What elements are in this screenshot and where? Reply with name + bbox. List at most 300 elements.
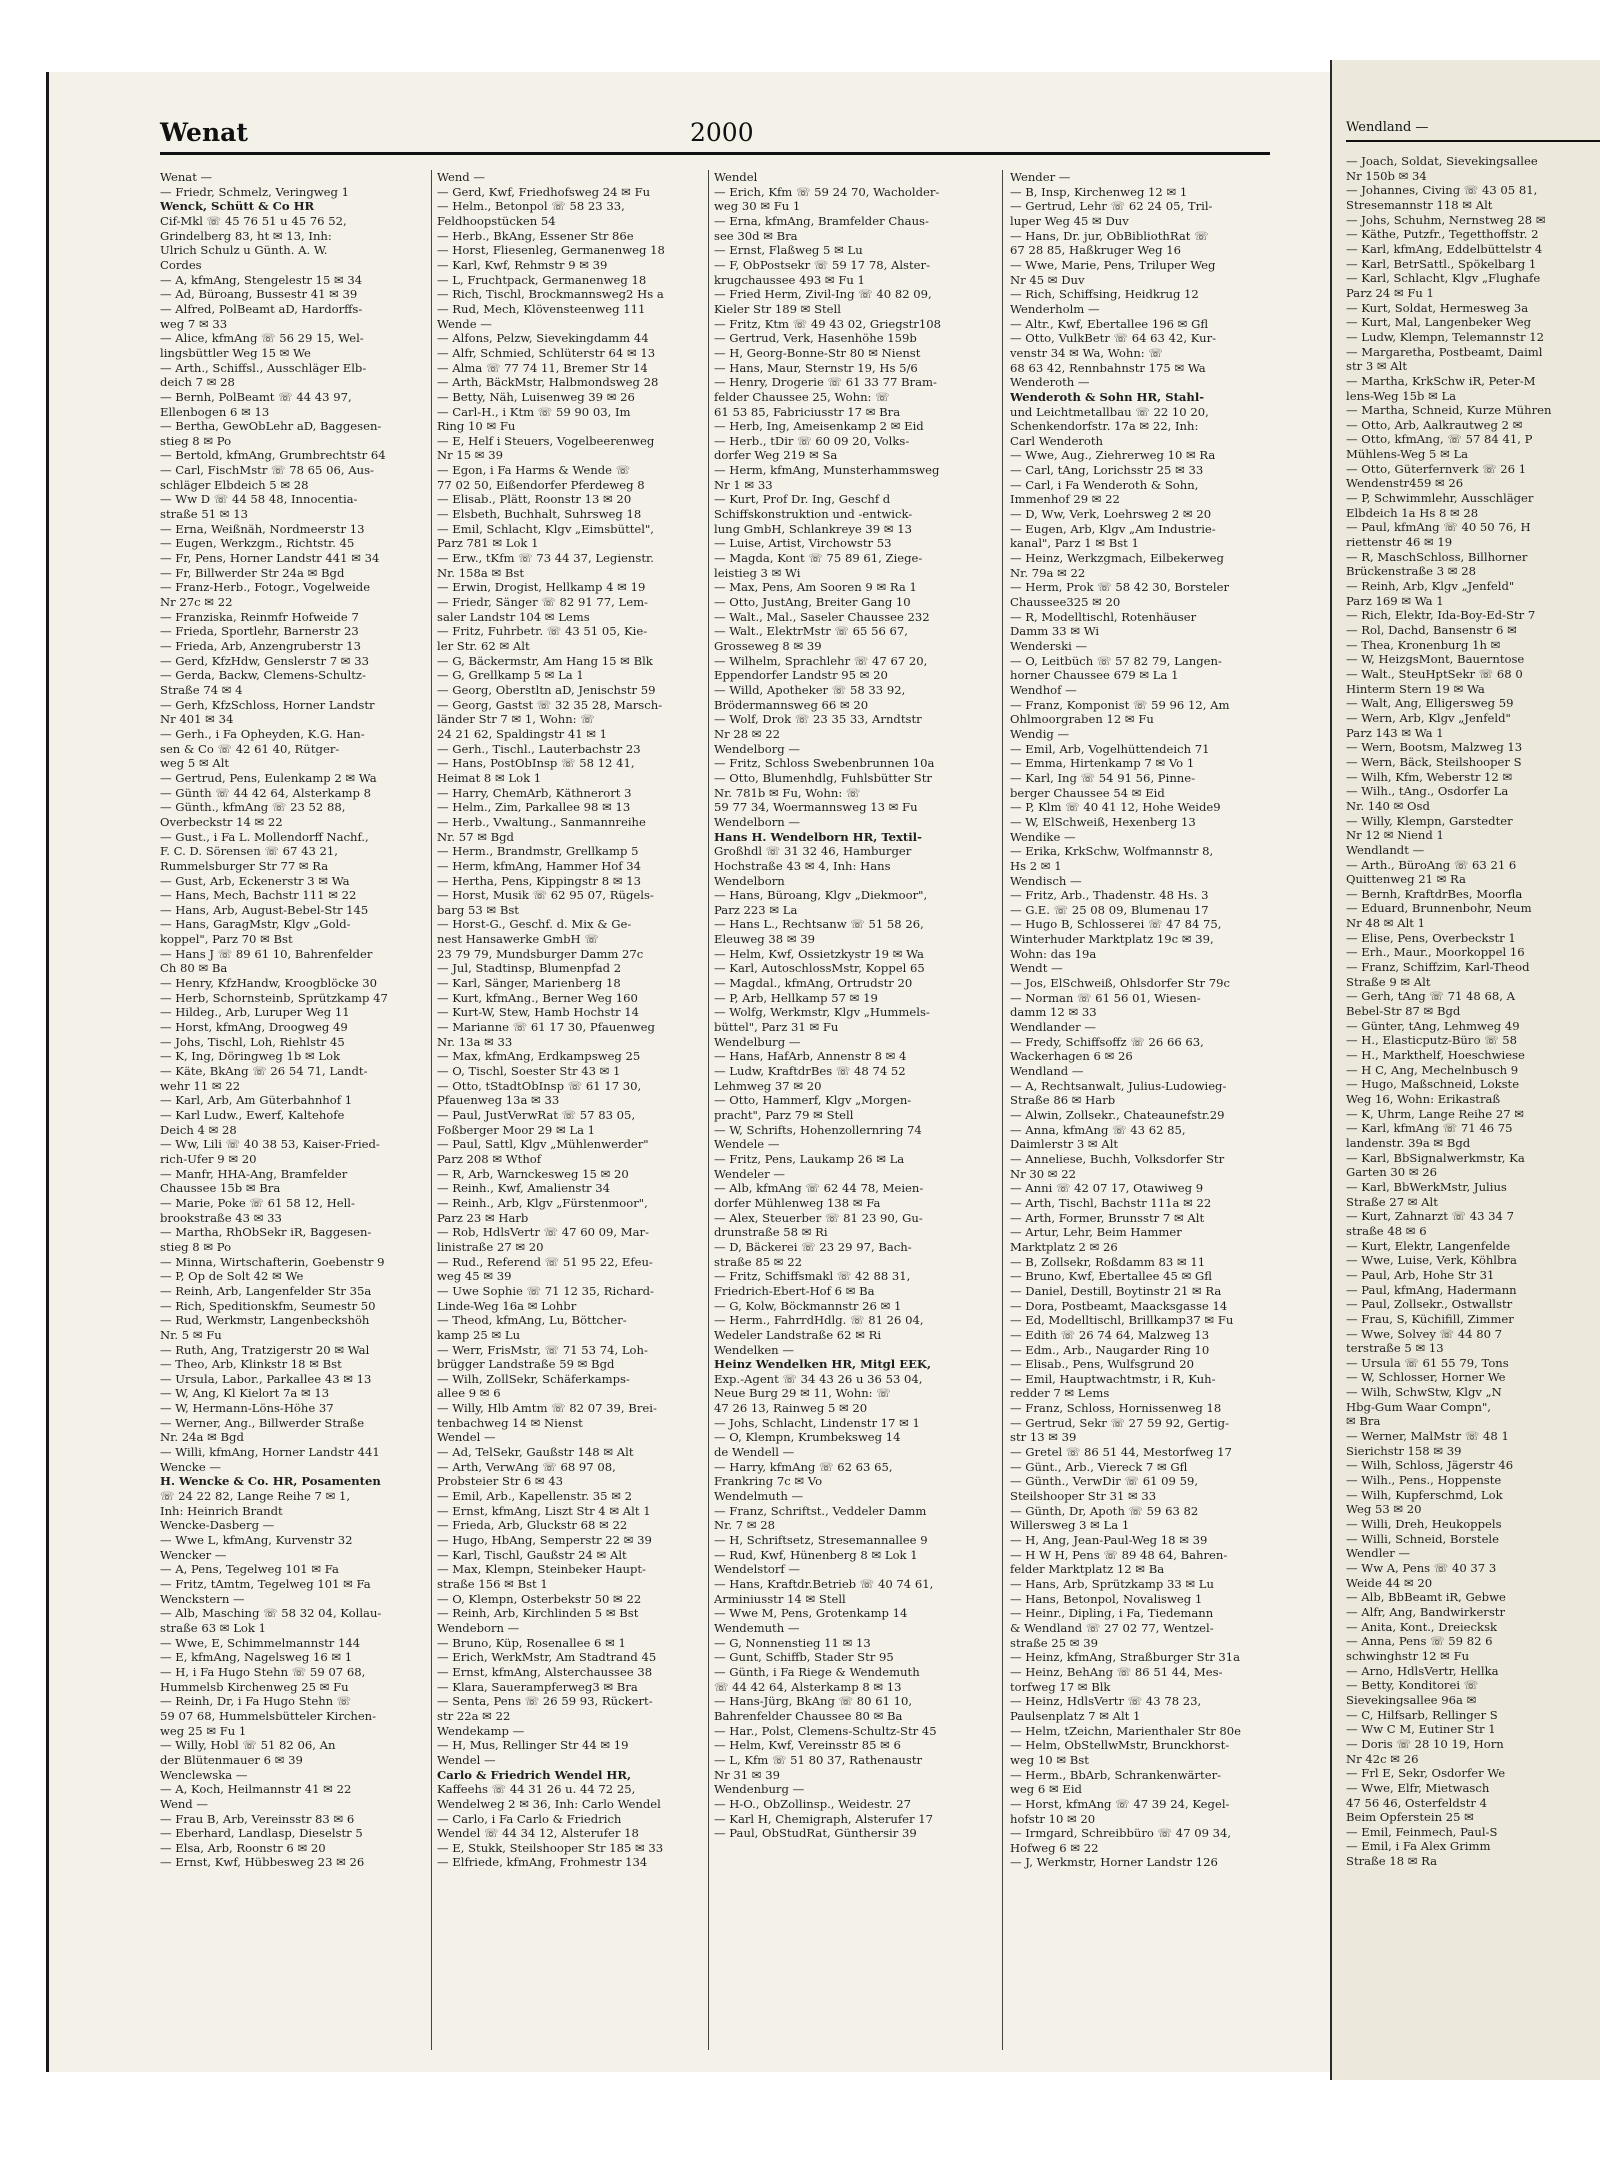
directory-entry: — Herb., tDir ☏ 60 09 20, Volks- [714,433,910,448]
directory-entry: barg 53 ✉ Bst [437,902,519,917]
directory-entry: — G.E. ☏ 25 08 09, Blumenau 17 [1010,902,1209,917]
directory-entry: Cif-Mkl ☏ 45 76 51 u 45 76 52, [160,213,347,228]
directory-entry: — B, Zollsekr, Roßdamm 83 ✉ 11 [1010,1254,1206,1269]
directory-entry: — Kurt, Zahnarzt ☏ 43 34 7 [1346,1209,1514,1224]
directory-entry: — Elfriede, kfmAng, Frohmestr 134 [437,1855,648,1870]
directory-entry: terstraße 5 ✉ 13 [1346,1341,1444,1356]
directory-entry: Cordes [160,257,202,272]
directory-entry: — Bruno, Kwf, Ebertallee 45 ✉ Gfl [1010,1269,1212,1284]
directory-entry: — Minna, Wirtschafterin, Goebenstr 9 [160,1254,385,1269]
directory-entry: str 3 ✉ Alt [1346,359,1408,374]
directory-entry: Weide 44 ✉ 20 [1346,1575,1433,1590]
directory-entry: — Gust., i Fa L. Mollendorff Nachf., [160,829,369,844]
directory-entry: — Werner, MalMstr ☏ 48 1 [1346,1429,1509,1444]
directory-entry: — Eugen, Werkzgm., Richtstr. 45 [160,536,355,551]
directory-entry: — Fritz, Arb., Thadenstr. 48 Hs. 3 [1010,888,1209,903]
directory-entry: — Reinh., Kwf, Amalienstr 34 [437,1181,611,1196]
directory-entry: büttel", Parz 31 ✉ Fu [714,1020,839,1035]
directory-entry: — Käte, BkAng ☏ 26 54 71, Landt- [160,1064,368,1079]
directory-entry: — Alfred, PolBeamt aD, Hardorffs- [160,301,363,316]
directory-entry: Probsteier Str 6 ✉ 43 [437,1474,564,1489]
directory-entry: — Hans L., Rechtsanw ☏ 51 58 26, [714,917,924,932]
directory-entry: — Marie, Poke ☏ 61 58 12, Hell- [160,1195,355,1210]
directory-entry: Wendig — [1010,726,1070,741]
directory-entry: Nr 27c ✉ 22 [160,595,233,610]
directory-entry: straße 85 ✉ 22 [714,1254,802,1269]
directory-entry: — Kurt, Prof Dr. Ing, Geschf d [714,492,891,507]
directory-entry: — Günth, Dr, Apoth ☏ 59 63 82 [1010,1503,1199,1518]
directory-entry: — Rich, Speditionskfm, Seumestr 50 [160,1298,376,1313]
facing-page [1330,60,1600,2080]
directory-entry: — Betty, Konditorei ☏ [1346,1678,1479,1693]
directory-entry: — P, Klm ☏ 40 41 12, Hohe Weide9 [1010,800,1221,815]
directory-entry: — Magdal., kfmAng, Ortrudstr 20 [714,976,913,991]
directory-entry: Nr 45 ✉ Duv [1010,272,1085,287]
directory-entry: Wendenburg — [714,1782,805,1797]
directory-entry: — Elisab., Plätt, Roonstr 13 ✉ 20 [437,492,632,507]
directory-entry: Wend — [437,170,485,184]
directory-entry: — Willi, kfmAng, Horner Landstr 441 [160,1445,380,1460]
directory-entry: Nr. 57 ✉ Bgd [437,829,514,844]
directory-entry: — Wwe L, kfmAng, Kurvenstr 32 [160,1533,353,1548]
directory-entry: Parz 208 ✉ Wthof [437,1151,542,1166]
directory-entry: — Fritz, Fuhrbetr. ☏ 43 51 05, Kie- [437,624,648,639]
directory-entry: lung GmbH, Schlankreye 39 ✉ 13 [714,521,913,536]
directory-entry: riettenstr 46 ✉ 19 [1346,535,1453,550]
directory-entry: — Edm., Arb., Naugarder Ring 10 [1010,1342,1210,1357]
scan-margin-left [0,0,44,2177]
directory-entry: — Werr, FrisMstr, ☏ 71 53 74, Loh- [437,1342,648,1357]
directory-entry: — Günth., VerwDir ☏ 61 09 59, [1010,1474,1199,1489]
directory-entry: weg 45 ✉ 39 [437,1269,512,1284]
directory-entry: — Friedr, Schmelz, Veringweg 1 [160,184,350,199]
directory-entry: Eppendorfer Landstr 95 ✉ 20 [714,668,888,683]
directory-entry: — Rich, Tischl, Brockmannsweg2 Hs a [437,287,664,302]
directory-entry: — Hans, Arb, August-Bebel-Str 145 [160,902,369,917]
directory-entry: ler Str. 62 ✉ Alt [437,639,530,653]
directory-entry: — Rud, Kwf, Hünenberg 8 ✉ Lok 1 [714,1547,918,1562]
directory-entry: — Heinz, kfmAng, Straßburger Str 31a [1010,1650,1241,1665]
directory-entry: — Gertrud, Pens, Eulenkamp 2 ✉ Wa [160,770,377,785]
directory-entry: Schenkendorfstr. 17a ✉ 22, Inh: [1010,419,1199,434]
directory-entry: — Wilh, Kfm, Weberstr 12 ✉ [1346,769,1513,784]
directory-entry: — Ernst, Flaßweg 5 ✉ Lu [714,243,863,258]
directory-entry: — Georg, Gastst ☏ 32 35 28, Marsch- [437,697,663,712]
directory-entry: 47 26 13, Rainweg 5 ✉ 20 [714,1401,868,1416]
directory-entry: — Ludw, KraftdrBes ☏ 48 74 52 [714,1064,906,1079]
directory-entry: — Horst, Musik ☏ 62 95 07, Rügels- [437,888,654,903]
directory-entry: Pfauenweg 13a ✉ 33 [437,1093,560,1108]
directory-entry: Elbdeich 1a Hs 8 ✉ 28 [1346,505,1479,520]
directory-entry: H. Wencke & Co. HR, Posamenten [160,1474,381,1489]
directory-entry: — Rich, Schiffsing, Heidkrug 12 [1010,287,1199,302]
directory-entry: Wendelweg 2 ✉ 36, Inh: Carlo Wendel [437,1796,661,1811]
directory-entry: Nr 15 ✉ 39 [437,448,503,463]
directory-entry: Garten 30 ✉ 26 [1346,1165,1437,1180]
directory-entry: 61 53 85, Fabriciusstr 17 ✉ Bra [714,404,901,419]
directory-entry: — Franz-Herb., Fotogr., Vogelweide [160,580,371,595]
directory-entry: — Helm, tZeichn, Marienthaler Str 80e [1010,1723,1242,1738]
directory-entry: — Kurt-W, Stew, Hamb Hochstr 14 [437,1005,640,1020]
directory-entry: Wendel [714,170,758,184]
directory-entry: weg 30 ✉ Fu 1 [714,199,801,214]
directory-entry: — Werner, Ang., Billwerder Straße [160,1415,365,1430]
directory-entry: — Ww D ☏ 44 58 48, Innocentia- [160,492,358,507]
directory-entry: — Franz, Schriftst., Veddeler Damm [714,1503,927,1518]
directory-entry: — Reinh, Arb, Klgv „Jenfeld" [1346,579,1515,594]
directory-entry: — Herm., BbArb, Schrankenwärter- [1010,1767,1222,1782]
directory-entry: Willersweg 3 ✉ La 1 [1010,1518,1130,1533]
directory-entry: — Helm, Kwf, Ossietzkystr 19 ✉ Wa [714,946,924,961]
directory-entry: — Wern, Arb, Klgv „Jenfeld" [1346,710,1511,725]
directory-entry: — Hans, Kraftdr.Betrieb ☏ 40 74 61, [714,1577,934,1591]
directory-entry: Nr 150b ✉ 34 [1346,168,1427,183]
directory-entry: Großhdl ☏ 31 32 46, Hamburger [714,844,912,859]
directory-entry: Frankring 7c ✉ Vo [714,1474,823,1489]
directory-entry: — Willi, Dreh, Heukoppels [1346,1517,1502,1532]
directory-entry: straße 25 ✉ 39 [1010,1635,1098,1650]
directory-entry: Ulrich Schulz u Günth. A. W. [160,243,328,258]
directory-entry: weg 7 ✉ 33 [160,316,228,331]
directory-entry: Carlo & Friedrich Wendel HR, [437,1767,632,1782]
directory-entry: — L, Fruchtpack, Germanenweg 18 [437,272,647,287]
directory-entry: — Erh., Maur., Moorkoppel 16 [1346,945,1525,960]
directory-entry: Bebel-Str 87 ✉ Bgd [1346,1004,1461,1019]
directory-entry: — Max, Pens, Am Sooren 9 ✉ Ra 1 [714,580,917,595]
directory-entry: — Wwe, Luise, Verk, Köhlbra [1346,1253,1517,1268]
directory-entry: — Heinz, HdlsVertr ☏ 43 78 23, [1010,1694,1202,1709]
directory-entry: Wedeler Landstraße 62 ✉ Ri [714,1327,882,1342]
directory-entry: — Anna, kfmAng ☏ 43 62 85, [1010,1122,1186,1137]
directory-entry: — W, ElSchweiß, Hexenberg 13 [1010,814,1196,829]
directory-entry: Nr. 13a ✉ 33 [437,1034,513,1049]
directory-entry: Wend — [160,1796,208,1811]
directory-entry: — Karl, kfmAng ☏ 71 46 75 [1346,1121,1513,1136]
directory-entry: Eleuweg 38 ✉ 39 [714,932,815,947]
directory-entry: — Ad, Büroang, Bussestr 41 ✉ 39 [160,287,358,302]
directory-entry: Parz 24 ✉ Fu 1 [1346,285,1434,300]
directory-entry: Wendelstorf — [714,1562,800,1577]
directory-entry: — Fritz, tAmtm, Tegelweg 101 ✉ Fa [160,1577,371,1591]
directory-entry: — Anita, Kont., Dreiecksk [1346,1619,1498,1634]
directory-entry: — Herb, Ing, Ameisenkamp 2 ✉ Eid [714,419,924,434]
directory-entry: — Heinr., Dipling, i Fa, Tiedemann [1010,1606,1214,1621]
directory-entry: Winterhuder Marktplatz 19c ✉ 39, [1010,932,1214,947]
directory-entry: — R, Modelltischl, Rotenhäuser [1010,609,1197,624]
directory-entry: — Walt., SteuHptSekr ☏ 68 0 [1346,666,1523,681]
directory-entry: — Helm, ObStellwMstr, Brunckhorst- [1010,1738,1230,1753]
directory-entry: — Ww A, Pens ☏ 40 37 3 [1346,1561,1497,1575]
directory-entry: — Gust, Arb, Eckenerstr 3 ✉ Wa [160,873,350,888]
directory-entry: — Reinh, Arb, Kirchlinden 5 ✉ Bst [437,1606,639,1621]
directory-entry: — Carl-H., i Ktm ☏ 59 90 03, Im [437,404,631,419]
directory-entry: — Otto, JustAng, Breiter Gang 10 [714,595,911,610]
directory-entry: — Alb, BbBeamt iR, Gebwe [1346,1590,1506,1605]
directory-entry: Rummelsburger Str 77 ✉ Ra [160,858,329,873]
directory-entry: — Gertrud, Sekr ☏ 27 59 92, Gertig- [1010,1415,1230,1430]
directory-entry: — Erwin, Drogist, Hellkamp 4 ✉ 19 [437,580,646,595]
directory-entry: weg 6 ✉ Eid [1010,1782,1082,1797]
directory-entry: — Hugo, Maßschneid, Lokste [1346,1077,1520,1092]
directory-entry: Hbg-Gum Waar Compn", [1346,1399,1491,1414]
header-rule [160,152,1270,155]
directory-entry: ☏ 44 42 64, Alsterkamp 8 ✉ 13 [714,1679,902,1694]
directory-entry: — Günt., Arb., Viereck 7 ✉ Gfl [1010,1459,1188,1474]
directory-entry: der Blütenmauer 6 ✉ 39 [160,1752,303,1767]
directory-entry: — Fr, Billwerder Str 24a ✉ Bgd [160,565,345,580]
directory-entry: Hans H. Wendelborn HR, Textil- [714,829,922,844]
directory-entry: Stresemannstr 118 ✉ Alt [1346,197,1493,212]
directory-entry: — Johs, Schuhm, Nernstweg 28 ✉ [1346,212,1546,227]
directory-entry: Wende — [437,316,492,331]
directory-entry: Grindelberg 83, ht ✉ 13, Inh: [160,228,332,243]
directory-entry: — E, Stukk, Steilshooper Str 185 ✉ 33 [437,1840,664,1855]
directory-entry: — Ww, Lili ☏ 40 38 53, Kaiser-Fried- [160,1137,380,1152]
directory-entry: — Alb, kfmAng ☏ 62 44 78, Meien- [714,1181,924,1196]
directory-entry: — Wwe, Elfr, Mietwasch [1346,1780,1490,1795]
directory-entry: — Elsbeth, Buchhalt, Suhrsweg 18 [437,507,642,522]
directory-entry: Damm 33 ✉ Wi [1010,624,1100,639]
directory-entry: Parz 223 ✉ La [714,902,798,917]
directory-entry: — L, Kfm ☏ 51 80 37, Rathenaustr [714,1752,923,1767]
directory-entry: — Karl Ludw., Ewerf, Kaltehofe [160,1108,345,1122]
directory-entry: — Frieda, Sportlehr, Barnerstr 23 [160,624,359,639]
directory-entry: — Uwe Sophie ☏ 71 12 35, Richard- [437,1283,654,1298]
directory-entry: — Hugo B, Schlosserei ☏ 47 84 75, [1010,917,1222,932]
directory-entry: — Emil, Arb, Vogelhüttendeich 71 [1010,741,1210,756]
directory-entry: 77 02 50, Eißendorfer Pferdeweg 8 [437,477,645,492]
directory-entry: Wendeborn — [437,1620,520,1635]
directory-entry: — Herm., FahrrdHdlg. ☏ 81 26 04, [714,1313,924,1328]
directory-entry: — Bertha, GewObLehr aD, Baggesen- [160,419,382,434]
directory-entry: — Hans, HafArb, Annenstr 8 ✉ 4 [714,1049,907,1064]
directory-entry: — Gerh, tAng ☏ 71 48 68, A [1346,989,1515,1004]
directory-entry: pracht", Parz 79 ✉ Stell [714,1108,854,1122]
directory-entry: — H, Mus, Rellinger Str 44 ✉ 19 [437,1738,629,1753]
directory-entry: — Frau, S, Küchifill, Zimmer [1346,1311,1514,1326]
directory-entry: — Wilh., Pens., Hoppenste [1346,1473,1502,1488]
directory-entry: Exp.-Agent ☏ 34 43 26 u 36 53 04, [714,1371,923,1386]
directory-entry: — Helm, Kwf, Vereinsstr 85 ✉ 6 [714,1738,901,1753]
directory-entry: — Fr, Pens, Horner Landstr 441 ✉ 34 [160,551,380,566]
directory-entry: schläger Elbdeich 5 ✉ 28 [160,477,309,492]
directory-entry: Wendlander — [1010,1020,1096,1035]
directory-entry: saler Landstr 104 ✉ Lems [437,609,590,624]
directory-entry: Sierichstr 158 ✉ 39 [1346,1443,1462,1458]
directory-entry: Wendelborn — [714,814,800,829]
directory-entry: Ch 80 ✉ Ba [160,961,228,976]
directory-entry: Quittenweg 21 ✉ Ra [1346,872,1466,887]
directory-entry: luper Weg 45 ✉ Duv [1010,213,1129,228]
directory-entry: Nr 12 ✉ Niend 1 [1346,828,1444,843]
directory-entry: — Eberhard, Landlasp, Dieselstr 5 [160,1826,363,1841]
directory-entry: — Fritz, Schiffsmakl ☏ 42 88 31, [714,1269,911,1284]
page-number: 2000 [690,118,754,147]
column-4 [1010,170,1278,2050]
directory-entry: — Georg, Oberstltn aD, Jenischstr 59 [437,682,656,697]
directory-entry: — O, Klempn, Krumbeksweg 14 [714,1430,901,1445]
directory-entry: — A, Pens, Tegelweg 101 ✉ Fa [160,1562,339,1577]
directory-entry: — Johs, Schlacht, Lindenstr 17 ✉ 1 [714,1415,920,1430]
directory-entry: deich 7 ✉ 28 [160,375,235,390]
directory-entry: — Bruno, Küp, Rosenallee 6 ✉ 1 [437,1635,626,1650]
directory-entry: — Otto, Arb, Aalkrautweg 2 ✉ [1346,417,1523,432]
directory-entry: — Fritz, Pens, Laukamp 26 ✉ La [714,1151,905,1166]
directory-entry: Nr. 24a ✉ Bgd [160,1430,244,1445]
directory-entry: — R, MaschSchloss, Billhorner [1346,549,1528,564]
directory-entry: Wenderski — [1010,639,1088,653]
directory-entry: Wendelborn [714,873,785,888]
directory-entry: — Bernh, KraftdrBes, Moorfla [1346,886,1523,901]
directory-entry: Wendelborg — [714,741,800,756]
directory-entry: — D, Ww, Verk, Loehrsweg 2 ✉ 20 [1010,507,1212,522]
directory-entry: — Frieda, Arb, Gluckstr 68 ✉ 22 [437,1518,628,1533]
directory-entry: — Thea, Kronenburg 1h ✉ [1346,637,1501,652]
directory-entry: dorfer Mühlenweg 138 ✉ Fa [714,1195,881,1210]
directory-entry: Arminiusstr 14 ✉ Stell [714,1591,846,1606]
directory-entry: — Carlo, i Fa Carlo & Friedrich [437,1811,622,1826]
directory-entry: Wendland — [1010,1064,1084,1079]
directory-entry: Wohn: das 19a [1010,946,1097,961]
directory-entry: — Herm, kfmAng, Munsterhammsweg [714,463,940,478]
directory-entry: 23 79 79, Mundsburger Damm 27c [437,946,644,961]
directory-entry: — Rich, Elektr, Ida-Boy-Ed-Str 7 [1346,608,1536,623]
directory-entry: Nr. 781b ✉ Fu, Wohn: ☏ [714,785,861,800]
directory-entry: — Hildeg., Arb, Luruper Weg 11 [160,1005,350,1020]
directory-entry: — Willy, Klempn, Garstedter [1346,813,1513,828]
directory-entry: 24 21 62, Spaldingstr 41 ✉ 1 [437,726,608,741]
directory-entry: — A, Rechtsanwalt, Julius-Ludowieg- [1010,1078,1227,1093]
directory-entry: — Willy, Hlb Amtm ☏ 82 07 39, Brei- [437,1401,657,1416]
directory-entry: — Frau B, Arb, Vereinsstr 83 ✉ 6 [160,1811,355,1826]
directory-entry: Hinterm Stern 19 ✉ Wa [1346,681,1485,696]
directory-entry: Heimat 8 ✉ Lok 1 [437,770,542,785]
directory-entry: — Käthe, Putzfr., Tegetthoffstr. 2 [1346,227,1539,242]
directory-entry: Wendel ☏ 44 34 12, Alsterufer 18 [437,1826,639,1841]
directory-entry: — Hertha, Pens, Kippingstr 8 ✉ 13 [437,873,641,888]
directory-entry: — Alfr, Ang, Bandwirkerstr [1346,1604,1505,1619]
directory-entry: — Alwin, Zollsekr., Chateaunefstr.29 [1010,1108,1225,1122]
directory-entry: — Arth, BäckMstr, Halbmondsweg 28 [437,375,659,390]
directory-entry: — Wern, Bootsm, Malzweg 13 [1346,740,1523,755]
directory-entry: Wenderoth & Sohn HR, Stahl- [1010,389,1205,404]
directory-entry: — Rob, HdlsVertr ☏ 47 60 09, Mar- [437,1225,649,1240]
directory-entry: — Alex, Steuerber ☏ 81 23 90, Gu- [714,1210,923,1225]
directory-entry: — E, Helf i Steuers, Vogelbeerenweg [437,433,655,448]
directory-entry: — Karl, Sänger, Marienberg 18 [437,976,621,991]
directory-entry: — Henry, KfzHandw, Kroogblöcke 30 [160,976,378,991]
directory-entry: Wendisch — [1010,873,1082,888]
directory-entry: — Arno, HdlsVertr, Hellka [1346,1663,1499,1678]
running-head: Wenat [160,118,248,147]
directory-entry: — Wwe, E, Schimmelmannstr 144 [160,1635,361,1650]
directory-entry: Wendelken — [714,1342,794,1357]
directory-entry: Nr. 79a ✉ 22 [1010,565,1086,580]
directory-entry: — Franz, Schloss, Hornissenweg 18 [1010,1401,1222,1416]
directory-entry: felder Chaussee 25, Wohn: ☏ [714,389,890,404]
directory-entry: Wendeler — [714,1166,785,1181]
directory-entry: Sievekingsallee 96a ✉ [1346,1692,1477,1707]
directory-entry: Friedrich-Ebert-Hof 6 ✉ Ba [714,1283,875,1298]
directory-entry: — Jos, ElSchweiß, Ohlsdorfer Str 79c [1010,976,1230,991]
directory-entry: — Karl, Kwf, Rehmstr 9 ✉ 39 [437,257,608,272]
directory-entry: — Karl H, Chemigraph, Alsterufer 17 [714,1811,933,1826]
directory-entry: Wendel — [437,1752,496,1767]
directory-entry: — Otto, Hammerf, Klgv „Morgen- [714,1093,912,1108]
directory-entry: Overbeckstr 14 ✉ 22 [160,814,283,829]
directory-entry: — Arth, Former, Brunsstr 7 ✉ Alt [1010,1210,1205,1225]
directory-entry: — Senta, Pens ☏ 26 59 93, Rückert- [437,1694,653,1709]
directory-entry: — Reinh., Arb, Klgv „Fürstenmoor", [437,1195,648,1210]
directory-entry: brügger Landstraße 59 ✉ Bgd [437,1357,615,1372]
directory-entry: — Hugo, HbAng, Semperstr 22 ✉ 39 [437,1533,652,1548]
directory-entry: — Erich, WerkMstr, Am Stadtrand 45 [437,1650,657,1665]
directory-entry: — K, Ing, Döringweg 1b ✉ Lok [160,1049,341,1064]
directory-entry: — C, Hilfsarb, Rellinger S [1346,1707,1498,1722]
column-3 [714,170,982,2050]
directory-entry: — H, Schriftsetz, Stresemannallee 9 [714,1533,928,1548]
directory-entry: Weg 16, Wohn: Erikastraß [1346,1092,1501,1106]
directory-entry: Wendelburg — [714,1034,801,1049]
directory-entry: Ring 10 ✉ Fu [437,419,516,434]
directory-entry: — Rud, Werkmstr, Langenbeckshöh [160,1313,370,1328]
directory-entry: Beim Opferstein 25 ✉ [1346,1810,1474,1825]
directory-entry: 59 07 68, Hummelsbütteler Kirchen- [160,1708,377,1723]
directory-entry: — Gerh., Tischl., Lauterbachstr 23 [437,741,641,756]
directory-entry: Daimlerstr 3 ✉ Alt [1010,1137,1119,1152]
directory-entry: Hochstraße 43 ✉ 4, Inh: Hans [714,858,891,873]
directory-entry: hofstr 10 ✉ 20 [1010,1811,1096,1826]
directory-entry: — Willd, Apotheker ☏ 58 33 92, [714,682,906,697]
directory-entry: — P, Schwimmlehr, Ausschläger [1346,491,1534,506]
directory-entry: — Johs, Tischl, Loh, Riehlstr 45 [160,1034,345,1049]
directory-entry: — Otto, Güterfernverk ☏ 26 1 [1346,461,1527,476]
directory-entry: Nr 1 ✉ 33 [714,477,773,492]
directory-entry: — W, Schlosser, Horner We [1346,1370,1506,1385]
directory-entry: — R, Arb, Warnckesweg 15 ✉ 20 [437,1166,629,1181]
directory-entry: — Dora, Postbeamt, Maacksgasse 14 [1010,1298,1228,1313]
directory-entry: Lehmweg 37 ✉ 20 [714,1078,822,1093]
directory-entry: — H W H, Pens ☏ 89 48 64, Bahren- [1010,1547,1228,1562]
directory-entry: weg 25 ✉ Fu 1 [160,1723,247,1738]
directory-entry: Neue Burg 29 ✉ 11, Wohn: ☏ [714,1386,891,1401]
directory-entry: Straße 18 ✉ Ra [1346,1854,1438,1869]
directory-entry: str 13 ✉ 39 [1010,1430,1077,1445]
directory-entry: Feldhoopstücken 54 [437,213,556,228]
directory-entry: straße 51 ✉ 13 [160,507,248,522]
directory-entry: — Eduard, Brunnenbohr, Neum [1346,901,1532,916]
directory-entry: Mühlens-Weg 5 ✉ La [1346,447,1469,462]
directory-entry: — Wilhelm, Sprachlehr ☏ 47 67 20, [714,653,928,668]
directory-entry: — H C, Ang, Mechelnbusch 9 [1346,1062,1519,1077]
directory-entry: — Karl, AutoschlossMstr, Koppel 65 [714,961,925,976]
directory-entry: see 30d ✉ Bra [714,228,798,243]
directory-entry: Weg 53 ✉ 20 [1346,1502,1422,1517]
directory-entry: — Wwe, Solvey ☏ 44 80 7 [1346,1326,1503,1341]
directory-entry: Wendike — [1010,829,1076,844]
directory-entry: — G, Grellkamp 5 ✉ La 1 [437,668,584,683]
directory-entry: ☏ 24 22 82, Lange Reihe 7 ✉ 1, [160,1489,351,1504]
directory-entry: — Helm., Zim, Parkallee 98 ✉ 13 [437,800,631,815]
directory-entry: Hofweg 6 ✉ 22 [1010,1840,1099,1855]
directory-entry: — Ad, TelSekr, Gaußstr 148 ✉ Alt [437,1445,634,1460]
directory-entry: — Luise, Artist, Virchowstr 53 [714,536,892,551]
directory-entry: — Fritz, Ktm ☏ 49 43 02, Griegstr108 [714,316,941,331]
directory-entry: — Ludw, Klempn, Telemannstr 12 [1346,329,1544,344]
directory-entry: — H-O., ObZollinsp., Weidestr. 27 [714,1796,911,1811]
directory-entry: — Har., Polst, Clemens-Schultz-Str 45 [714,1723,937,1738]
directory-entry: Kaffeehs ☏ 44 31 26 u. 44 72 25, [437,1782,636,1797]
